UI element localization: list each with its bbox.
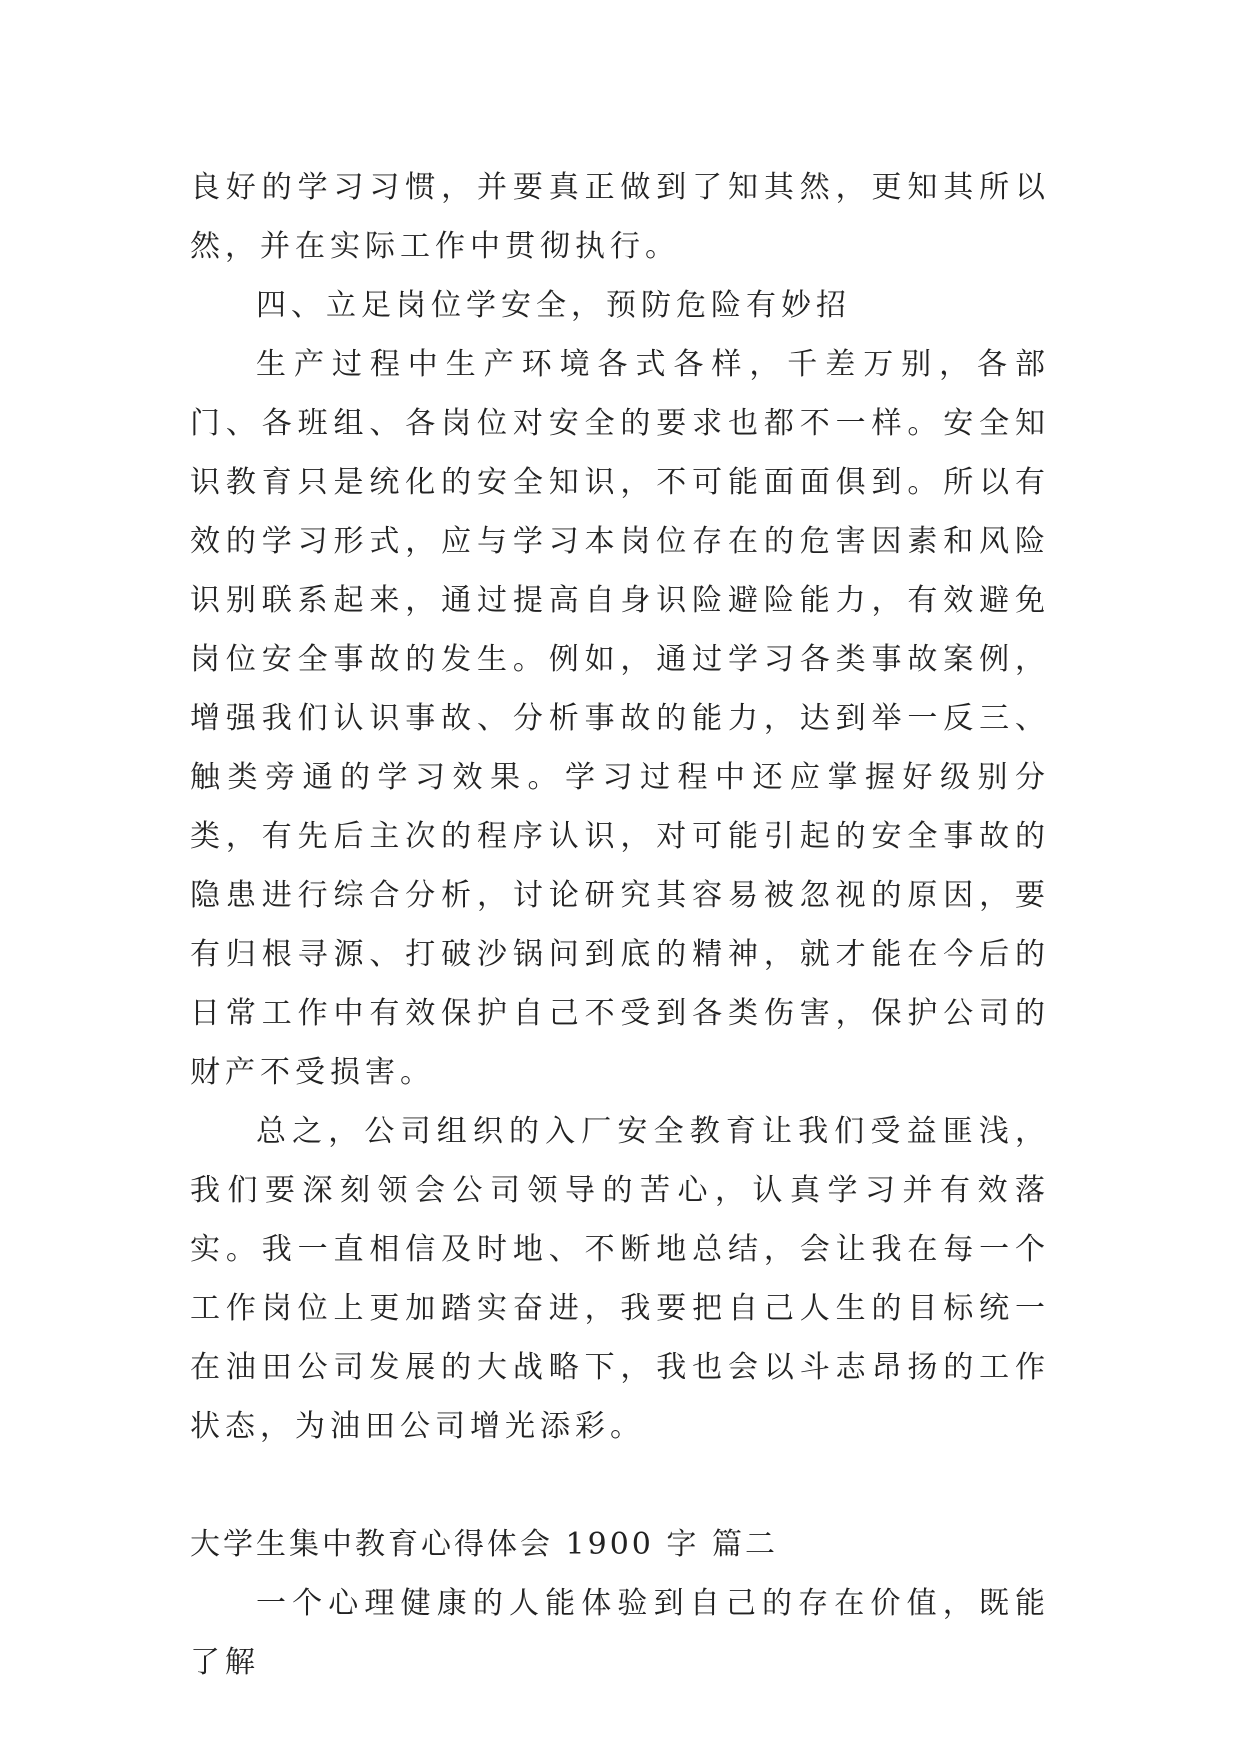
paragraph-post-safety: 生产过程中生产环境各式各样，千差万别，各部门、各班组、各岗位对安全的要求也都不一样。安全知识教育只是统化的安全知识，不可能面面俱到。所以有效的学习形式，应与学习本岗位存在的危害因素和风险识别联系起来，通过提高自身识险避险能力，有效避免岗位安全事故的发生。例如，通过学习各类事故案例，增强我们认识事故、分析事故的能力，达到举一反三、触类旁通的学习效果。学习过程中还应掌握好级别分类，有先后主次的程序认识，对可能引起的安全事故的隐患进行综合分析，讨论研究其容易被忽视的原因，要有归根寻源、打破沙锅问到底的精神，就才能在今后的日常工作中有效保护自己不受到各类伤害，保护公司的财产不受损害。	[190, 347, 1050, 1090]
paragraph-continuation: 良好的学习习惯，并要真正做到了知其然，更知其所以然，并在实际工作中贯彻执行。	[190, 170, 1050, 264]
article-heading: 大学生集中教育心得体会 1900 字 篇二	[190, 1527, 778, 1562]
document-body	[190, 158, 1050, 1692]
paragraph-opening: 一个心理健康的人能体验到自己的存在价值，既能了解	[190, 1586, 1050, 1680]
paragraph-conclusion: 总之，公司组织的入厂安全教育让我们受益匪浅，我们要深刻领会公司领导的苦心，认真学习并有效落实。我一直相信及时地、不断地总结，会让我在每一个工作岗位上更加踏实奋进，我要把自己人生的目标统一在油田公司发展的大战略下，我也会以斗志昂扬的工作状态，为油田公司增光添彩。	[190, 1114, 1050, 1444]
section-heading-four: 四、立足岗位学安全，预防危险有妙招	[256, 288, 851, 323]
